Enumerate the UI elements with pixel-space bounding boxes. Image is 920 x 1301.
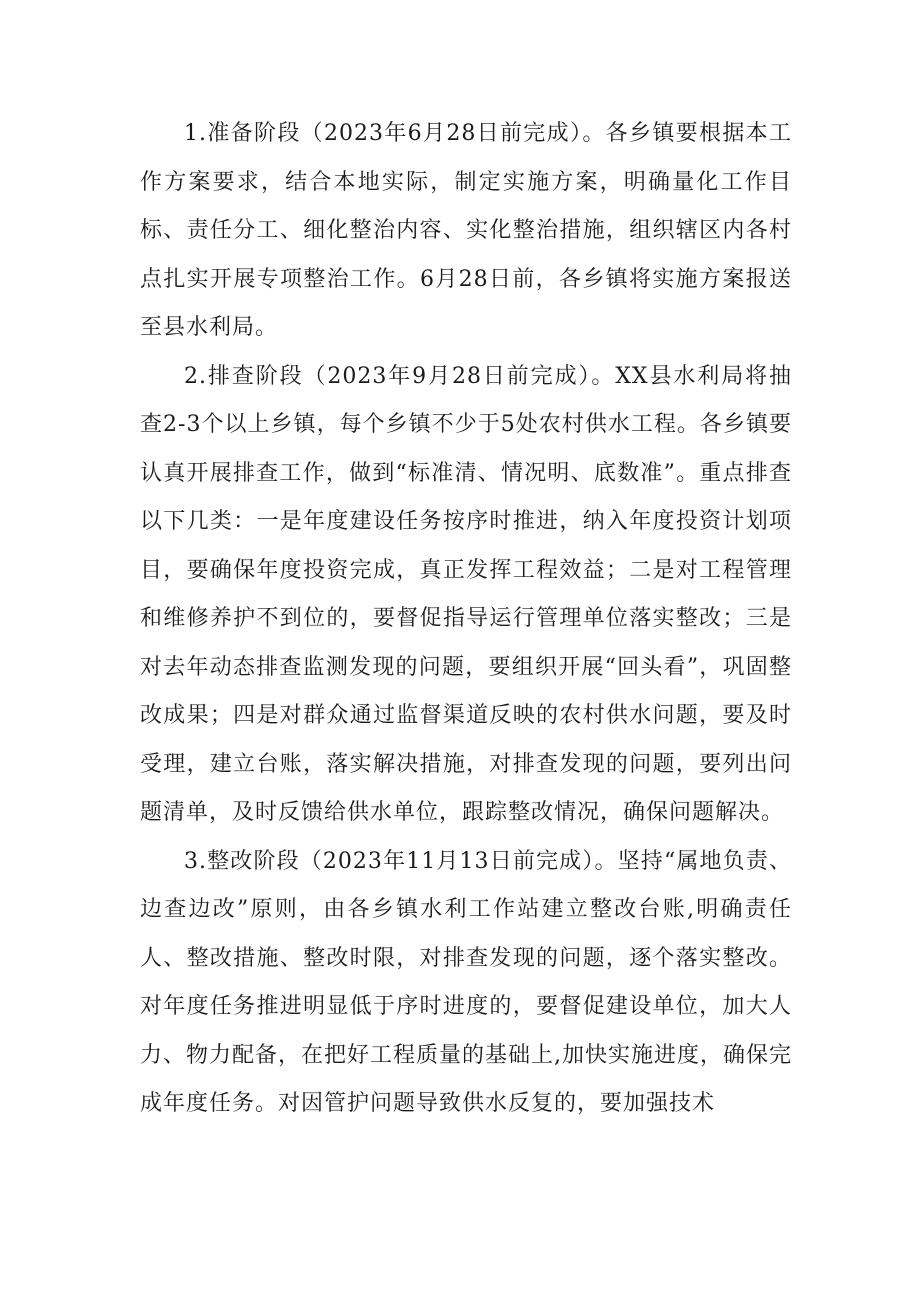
paragraph-inspection-stage: 2.排查阶段（2023年9月28日前完成）。XX县水利局将抽查2-3个以上乡镇，每个乡镇不少于5处农村供水工程。各乡镇要认真开展排查工作，做到“标准清、情况明、底数准”。重点排查以下几类：一是年度建设任务按序时推进，纳入年度投资计划项目，要确保年度投资完成，真正发挥工程效益；二是对工程管理和维修养护不到位的，要督促指导运行管理单位落实整改；三是对去年动态排查监测发现的问题，要组织开展“回头看”，巩固整改成果；四是对群众通过监督渠道反映的农村供水问题，要及时受理，建立台账，落实解决措施，对排查发现的问题，要列出问题清单，及时反馈给供水单位，跟踪整改情况，确保问题解决。 [140,363,792,825]
paragraph-preparation-stage: 1.准备阶段（2023年6月28日前完成）。各乡镇要根据本工作方案要求，结合本地实际，制定实施方案，明确量化工作目标、责任分工、细化整治内容、实化整治措施，组织辖区内各村点扎实开展专项整治工作。6月28日前，各乡镇将实施方案报送至县水利局。 [140,121,792,340]
document-body [140,110,792,1129]
paragraph-rectification-stage: 3.整改阶段（2023年11月13日前完成）。坚持“属地负责、边查边改”原则，由各乡镇水利工作站建立整改台账,明确责任人、整改措施、整改时限，对排查发现的问题，逐个落实整改。对年度任务推进明显低于序时进度的，要督促建设单位，加大人力、物力配备，在把好工程质量的基础上,加快实施进度，确保完成年度任务。对因管护问题导致供水反复的，要加强技术 [140,848,792,1116]
